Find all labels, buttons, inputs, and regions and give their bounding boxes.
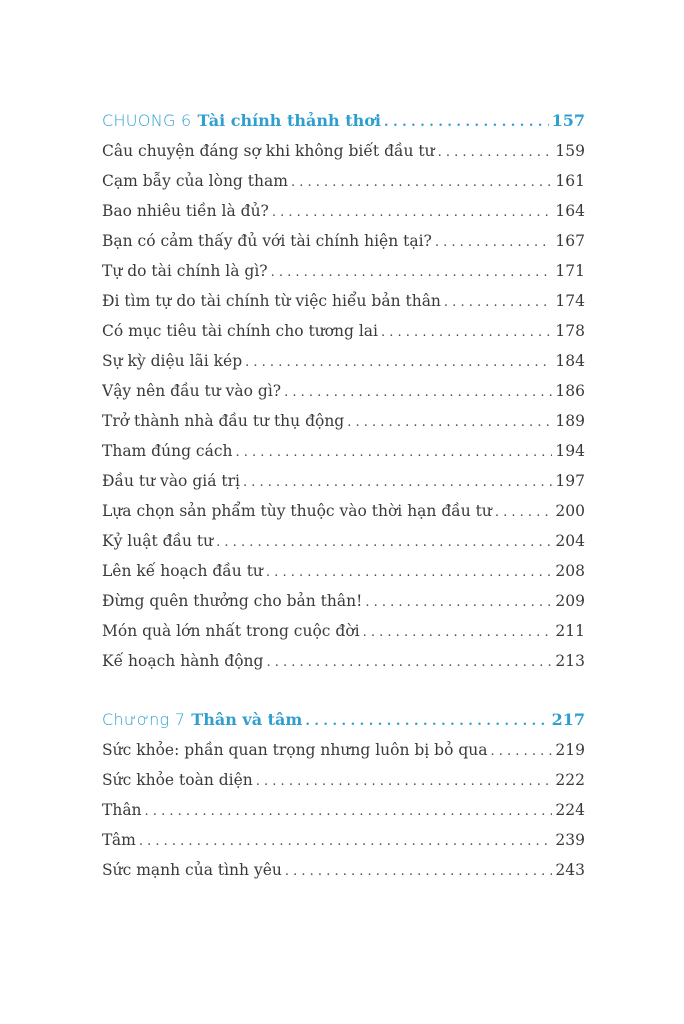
toc-entry[interactable]: [102, 286, 585, 316]
toc-entry-title: Lựa chọn sản phẩm tùy thuộc vào thời hạn đầu tư: [102, 502, 492, 520]
toc-entry-title: Tham đúng cách: [102, 442, 233, 460]
chapter-7-heading: [102, 705, 585, 735]
dot-leader: [266, 558, 552, 586]
dot-leader: [236, 438, 553, 466]
toc-entry[interactable]: [102, 825, 585, 855]
chapter-7-entries: [102, 735, 585, 885]
toc-entry-title: Vậy nên đầu tư vào gì?: [102, 382, 282, 400]
toc-entry-title: Món quà lớn nhất trong cuộc đời: [102, 622, 360, 640]
toc-entry[interactable]: [102, 316, 585, 346]
toc-entry[interactable]: [102, 616, 585, 646]
toc-entry[interactable]: [102, 586, 585, 616]
toc-entry-page: 161: [555, 172, 585, 190]
dot-leader: [347, 408, 552, 436]
dot-leader: [245, 348, 552, 376]
dot-leader: [272, 198, 553, 226]
toc-entry-page: 213: [555, 652, 585, 670]
dot-leader: [365, 588, 552, 616]
dot-leader: [491, 737, 553, 765]
toc-entry-page: 243: [555, 861, 585, 879]
toc-entry[interactable]: [102, 436, 585, 466]
dot-leader: [284, 378, 552, 406]
toc-entry-page: 208: [555, 562, 585, 580]
toc-entry-title: Câu chuyện đáng sợ khi không biết đầu tư: [102, 142, 435, 160]
toc-entry[interactable]: [102, 406, 585, 436]
toc-entry[interactable]: [102, 346, 585, 376]
toc-entry-page: 204: [555, 532, 585, 550]
toc-entry-page: 222: [555, 771, 585, 789]
dot-leader: [305, 707, 548, 735]
toc-entry-page: 184: [555, 352, 585, 370]
toc-entry-page: 171: [555, 262, 585, 280]
toc-entry[interactable]: [102, 855, 585, 885]
dot-leader: [271, 258, 553, 286]
toc-entry-page: 224: [555, 801, 585, 819]
chapter-7-title: Thân và tâm: [191, 710, 303, 729]
toc-entry[interactable]: [102, 735, 585, 765]
toc-entry-page: 189: [555, 412, 585, 430]
toc-entry-page: 239: [555, 831, 585, 849]
toc-entry[interactable]: [102, 496, 585, 526]
chapter-6-page: 157: [551, 111, 585, 130]
toc-entry-page: 209: [555, 592, 585, 610]
toc-entry-page: 164: [555, 202, 585, 220]
toc-entry-title: Bạn có cảm thấy đủ với tài chính hiện tại?: [102, 232, 432, 250]
toc-entry-page: 167: [555, 232, 585, 250]
chapter-7-label: Chương 7: [102, 710, 186, 729]
toc-entry-title: Bao nhiêu tiền là đủ?: [102, 202, 269, 220]
dot-leader: [438, 138, 553, 166]
dot-leader: [435, 228, 553, 256]
chapter-6-entries: [102, 136, 585, 676]
toc-entry[interactable]: [102, 646, 585, 676]
dot-leader: [495, 498, 553, 526]
toc-entry-title: Trở thành nhà đầu tư thụ động: [102, 412, 345, 430]
toc-entry-page: 219: [555, 741, 585, 759]
toc-entry-title: Thân: [102, 801, 142, 819]
chapter-6-section: [102, 106, 585, 676]
dot-leader: [381, 318, 552, 346]
toc-entry-title: Sức mạnh của tình yêu: [102, 861, 282, 879]
toc-entry-page: 186: [555, 382, 585, 400]
toc-entry-title: Đi tìm tự do tài chính từ việc hiểu bản thân: [102, 292, 441, 310]
toc-entry-title: Kế hoạch hành động: [102, 652, 264, 670]
toc-entry-title: Sức khỏe: phần quan trọng nhưng luôn bị bỏ qua: [102, 741, 488, 759]
toc-entry[interactable]: [102, 166, 585, 196]
chapter-6-title: Tài chính thảnh thơi: [197, 111, 382, 130]
toc-entry-title: Đừng quên thưởng cho bản thân!: [102, 592, 363, 610]
chapter-6-heading: [102, 106, 585, 136]
toc-entry-title: Kỷ luật đầu tư: [102, 532, 214, 550]
dot-leader: [139, 827, 553, 855]
dot-leader: [256, 767, 553, 795]
toc-entry[interactable]: [102, 136, 585, 166]
toc-entry[interactable]: [102, 556, 585, 586]
toc-entry-page: 159: [555, 142, 585, 160]
dot-leader: [444, 288, 552, 316]
toc-entry-title: Lên kế hoạch đầu tư: [102, 562, 263, 580]
toc-entry[interactable]: [102, 765, 585, 795]
toc-entry-page: 174: [555, 292, 585, 310]
toc-entry[interactable]: [102, 795, 585, 825]
dot-leader: [243, 468, 552, 496]
toc-entry[interactable]: [102, 196, 585, 226]
chapter-7-page: 217: [551, 710, 585, 729]
chapter-7-section: [102, 705, 585, 885]
toc-entry-title: Có mục tiêu tài chính cho tương lai: [102, 322, 378, 340]
toc-entry-page: 211: [555, 622, 585, 640]
dot-leader: [216, 528, 552, 556]
dot-leader: [363, 618, 553, 646]
toc-entry-page: 200: [555, 502, 585, 520]
toc-entry-title: Đầu tư vào giá trị: [102, 472, 240, 490]
toc-entry[interactable]: [102, 226, 585, 256]
toc-entry[interactable]: [102, 256, 585, 286]
toc-entry-page: 197: [555, 472, 585, 490]
dot-leader: [285, 857, 553, 885]
toc-entry-title: Tâm: [102, 831, 136, 849]
toc-entry[interactable]: [102, 376, 585, 406]
toc-entry-title: Cạm bẫy của lòng tham: [102, 172, 288, 190]
dot-leader: [266, 648, 552, 676]
toc-entry-page: 178: [555, 322, 585, 340]
toc-entry-title: Sự kỳ diệu lãi kép: [102, 352, 243, 370]
chapter-6-label: CHUONG 6: [102, 111, 192, 130]
toc-entry-page: 194: [555, 442, 585, 460]
toc-entry-title: Sức khỏe toàn diện: [102, 771, 253, 789]
toc-entry-title: Tự do tài chính là gì?: [102, 262, 268, 280]
toc-entry[interactable]: [102, 526, 585, 556]
dot-leader: [291, 168, 552, 196]
dot-leader: [384, 108, 549, 136]
dot-leader: [145, 797, 553, 825]
toc-entry[interactable]: [102, 466, 585, 496]
